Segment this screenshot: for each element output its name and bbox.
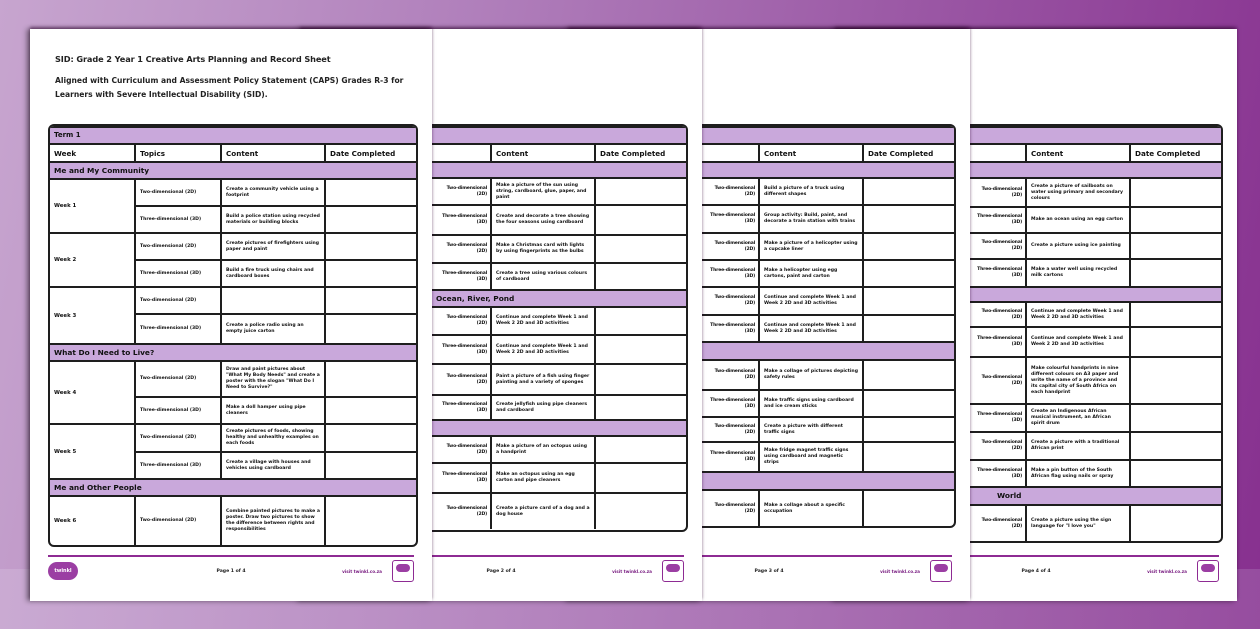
section-label: Me and Other People bbox=[50, 479, 416, 496]
content-cell: Make a helicopter using egg cartons, paint and carton bbox=[759, 260, 863, 287]
content-cell: Create a picture card of a dog and a dog house bbox=[491, 493, 595, 529]
page-number: Page 1 of 4 bbox=[216, 569, 246, 574]
content-cell: Create pictures of foods, showing healthy and unhealthy examples on each foods bbox=[221, 424, 325, 452]
column-header: Date Completed bbox=[863, 144, 954, 162]
date-completed-cell[interactable] bbox=[1130, 460, 1221, 487]
content-cell: Create a picture with a traditional African print bbox=[1026, 432, 1130, 460]
content-cell: Continue and complete Week 1 and Week 2 2D and 3D activities bbox=[1026, 327, 1130, 357]
content-cell: Make a collage of pictures depicting safety rules bbox=[759, 360, 863, 390]
topic-text: Three-dimensional (3D) bbox=[442, 214, 487, 225]
badge-logo-icon bbox=[396, 564, 410, 572]
topic-cell: Two-dimensional (2D) bbox=[135, 233, 221, 260]
section-row bbox=[50, 344, 416, 361]
content-cell: Continue and complete Week 1 and Week 2 2D and 3D activities bbox=[1026, 302, 1130, 327]
document-subtitle: Aligned with Curriculum and Assessment Policy Statement (CAPS) Grades R-3 for Learners with Severe Intellectual Disability (SID). bbox=[55, 76, 404, 99]
badge-logo-icon bbox=[934, 564, 948, 572]
topic-text: Two-dimensional (2D) bbox=[981, 374, 1022, 386]
content-cell: Make a pin button of the South African flag using nails or spray bbox=[1026, 460, 1130, 487]
week-label: Week 3 bbox=[50, 287, 135, 344]
date-completed-cell[interactable] bbox=[863, 205, 954, 233]
section-label: Me and My Community bbox=[50, 162, 416, 179]
week-label: Week 2 bbox=[50, 233, 135, 287]
table-row bbox=[50, 424, 416, 452]
content-cell: Make a picture of a helicopter using a cupcake liner bbox=[759, 233, 863, 260]
topic-text: Three-dimensional (3D) bbox=[710, 397, 755, 409]
topic-text: Two-dimensional (2D) bbox=[981, 186, 1022, 198]
badge-icon bbox=[1197, 560, 1219, 582]
content-cell: Create a picture with different traffic signs bbox=[759, 417, 863, 442]
content-cell: Paint a picture of a fish using finger painting and a variety of sponges bbox=[491, 364, 595, 395]
topic-cell: Two-dimensional (2D) bbox=[135, 424, 221, 452]
badge-icon bbox=[930, 560, 952, 582]
topic-text: Three-dimensional (3D) bbox=[442, 270, 487, 282]
badge-logo-icon bbox=[666, 564, 680, 572]
content-cell: Make colourful handprints in nine different colours on A3 paper and write the name of a province and its capital city of South Africa on each handprint bbox=[1026, 357, 1130, 404]
content-cell: Build a picture of a truck using different shapes bbox=[759, 178, 863, 205]
topic-text: Two-dimensional (2D) bbox=[446, 185, 487, 197]
date-completed-cell[interactable] bbox=[325, 361, 416, 397]
planning-table bbox=[48, 124, 418, 547]
topic-text: Two-dimensional (2D) bbox=[981, 517, 1022, 529]
content-cell: Create a community vehicle using a footprint bbox=[221, 179, 325, 206]
date-completed-cell[interactable] bbox=[1130, 404, 1221, 432]
topic-text: Two-dimensional (2D) bbox=[446, 443, 487, 455]
date-completed-cell[interactable] bbox=[325, 233, 416, 260]
column-header: Topics bbox=[135, 144, 221, 162]
content-cell: Create a picture using the sign language for "I love you" bbox=[1026, 505, 1130, 541]
visit-link[interactable]: visit twinkl.co.za bbox=[612, 569, 652, 574]
topic-text: Two-dimensional (2D) bbox=[714, 369, 755, 380]
content-cell: Create and decorate a tree showing the four seasons using cardboard bbox=[491, 205, 595, 235]
topic-text: Two-dimensional (2D) bbox=[981, 308, 1022, 320]
date-completed-cell[interactable] bbox=[325, 287, 416, 314]
column-header: Date Completed bbox=[325, 144, 416, 162]
date-completed-cell[interactable] bbox=[1130, 357, 1221, 404]
date-completed-cell[interactable] bbox=[863, 360, 954, 390]
header-row bbox=[50, 144, 416, 162]
date-completed-cell[interactable] bbox=[595, 263, 686, 290]
date-completed-cell[interactable] bbox=[863, 490, 954, 526]
topic-text: Three-dimensional (3D) bbox=[977, 214, 1022, 225]
date-completed-cell[interactable] bbox=[595, 335, 686, 364]
topic-text: Three-dimensional (3D) bbox=[977, 336, 1022, 347]
content-cell: Make traffic signs using cardboard and ice cream sticks bbox=[759, 390, 863, 417]
date-completed-cell[interactable] bbox=[1130, 302, 1221, 327]
content-cell: Combine painted pictures to make a poster. Draw two pictures to show the difference between rights and responsibilities bbox=[221, 496, 325, 545]
topic-text: Two-dimensional (2D) bbox=[446, 315, 487, 326]
topic-text: Two-dimensional (2D) bbox=[714, 240, 755, 252]
topic-text: Three-dimensional (3D) bbox=[977, 467, 1022, 479]
topic-text: Two-dimensional (2D) bbox=[446, 373, 487, 385]
table-row bbox=[50, 179, 416, 206]
content-cell: Make a doll hamper using pipe cleaners bbox=[221, 397, 325, 424]
topic-text: Three-dimensional (3D) bbox=[710, 451, 755, 462]
topic-cell: Two-dimensional (2D) bbox=[135, 361, 221, 397]
page-number: Page 3 of 4 bbox=[754, 569, 784, 574]
section-label: Ocean, River, Pond bbox=[320, 290, 686, 307]
twinkl-logo: twinkl bbox=[48, 562, 78, 580]
content-cell: Group activity: Build, paint, and decorate a train station with trains bbox=[759, 205, 863, 233]
content-cell: Continue and complete Week 1 and Week 2 2D and 3D activities bbox=[759, 287, 863, 315]
topic-cell: Three-dimensional (3D) bbox=[135, 397, 221, 424]
date-completed-cell[interactable] bbox=[325, 206, 416, 233]
date-completed-cell[interactable] bbox=[595, 436, 686, 463]
content-cell: Make an octopus using an egg carton and pipe cleaners bbox=[491, 463, 595, 493]
topic-cell: Three-dimensional (3D) bbox=[135, 260, 221, 287]
content-cell: Create a police radio using an empty juice carton bbox=[221, 314, 325, 344]
topic-text: Two-dimensional (2D) bbox=[981, 240, 1022, 251]
document-title: SID: Grade 2 Year 1 Creative Arts Planning and Record Sheet bbox=[55, 54, 331, 64]
date-completed-cell[interactable] bbox=[863, 315, 954, 342]
content-cell: Draw and paint pictures about "What My Body Needs" and create a poster with the slogan "What Do I Need to Survive?" bbox=[221, 361, 325, 397]
topic-text: Two-dimensional (2D) bbox=[714, 295, 755, 306]
section-label: What Do I Need to Live? bbox=[50, 344, 416, 361]
date-completed-cell[interactable] bbox=[1130, 505, 1221, 541]
topic-text: Three-dimensional (3D) bbox=[710, 322, 755, 334]
date-completed-cell[interactable] bbox=[1130, 327, 1221, 357]
date-completed-cell[interactable] bbox=[863, 417, 954, 442]
date-completed-cell[interactable] bbox=[863, 233, 954, 260]
table-row bbox=[50, 233, 416, 260]
column-header: Content bbox=[491, 144, 595, 162]
column-header: Date Completed bbox=[595, 144, 686, 162]
badge-icon bbox=[392, 560, 414, 582]
content-cell: Continue and complete Week 1 and Week 2 2D and 3D activities bbox=[759, 315, 863, 342]
badge-icon bbox=[662, 560, 684, 582]
column-header: Week bbox=[50, 144, 135, 162]
topic-text: Two-dimensional (2D) bbox=[981, 440, 1022, 451]
planning-table-grid bbox=[50, 126, 416, 545]
content-cell: Make a water well using recycled milk cartons bbox=[1026, 259, 1130, 287]
footer-divider bbox=[48, 555, 414, 557]
content-cell: Make a picture of an octopus using a handprint bbox=[491, 436, 595, 463]
topic-text: Three-dimensional (3D) bbox=[442, 401, 487, 413]
date-completed-cell[interactable] bbox=[325, 397, 416, 424]
content-cell: Build a police station using recycled materials or building blocks bbox=[221, 206, 325, 233]
date-completed-cell[interactable] bbox=[1130, 233, 1221, 259]
column-header: Content bbox=[221, 144, 325, 162]
topic-text: Two-dimensional (2D) bbox=[714, 185, 755, 197]
visit-link[interactable]: visit twinkl.co.za bbox=[880, 569, 920, 574]
content-cell: Create pictures of firefighters using paper and paint bbox=[221, 233, 325, 260]
term-row bbox=[50, 127, 416, 144]
date-completed-cell[interactable] bbox=[325, 452, 416, 479]
table-row bbox=[50, 496, 416, 545]
content-cell: Create an Indigenous African musical instrument, an African spirit drum bbox=[1026, 404, 1130, 432]
content-cell bbox=[221, 287, 325, 314]
topic-text: Three-dimensional (3D) bbox=[977, 267, 1022, 278]
topic-text: Two-dimensional (2D) bbox=[446, 505, 487, 517]
content-cell: Create jellyfish using pipe cleaners and cardboard bbox=[491, 395, 595, 420]
topic-cell: Three-dimensional (3D) bbox=[135, 206, 221, 233]
week-label: Week 6 bbox=[50, 496, 135, 545]
date-completed-cell[interactable] bbox=[863, 178, 954, 205]
date-completed-cell[interactable] bbox=[863, 442, 954, 472]
week-label: Week 1 bbox=[50, 179, 135, 233]
topic-text: Three-dimensional (3D) bbox=[710, 267, 755, 279]
week-label: Week 5 bbox=[50, 424, 135, 479]
date-completed-cell[interactable] bbox=[595, 178, 686, 205]
topic-text: Three-dimensional (3D) bbox=[442, 472, 487, 483]
topic-cell: Two-dimensional (2D) bbox=[135, 496, 221, 545]
column-header: Date Completed bbox=[1130, 144, 1221, 162]
topic-text: Two-dimensional (2D) bbox=[714, 502, 755, 514]
date-completed-cell[interactable] bbox=[595, 307, 686, 335]
page-number: Page 2 of 4 bbox=[486, 569, 516, 574]
column-header: Content bbox=[1026, 144, 1130, 162]
content-cell: Continue and complete Week 1 and Week 2 2D and 3D activities bbox=[491, 335, 595, 364]
week-label: Week 4 bbox=[50, 361, 135, 424]
content-cell: Make a collage about a specific occupation bbox=[759, 490, 863, 526]
table-row bbox=[50, 287, 416, 314]
visit-link[interactable]: visit twinkl.co.za bbox=[1147, 569, 1187, 574]
topic-cell: Two-dimensional (2D) bbox=[135, 179, 221, 206]
document-page bbox=[30, 29, 432, 601]
date-completed-cell[interactable] bbox=[1130, 432, 1221, 460]
date-completed-cell[interactable] bbox=[595, 235, 686, 263]
content-cell: Create a picture of sailboats on water using primary and secondary colours bbox=[1026, 178, 1130, 207]
topic-cell: Two-dimensional (2D) bbox=[135, 287, 221, 314]
date-completed-cell[interactable] bbox=[595, 493, 686, 529]
content-cell: Build a fire truck using chairs and cardboard boxes bbox=[221, 260, 325, 287]
date-completed-cell[interactable] bbox=[595, 463, 686, 493]
content-cell: Create a picture using ice painting bbox=[1026, 233, 1130, 259]
date-completed-cell[interactable] bbox=[325, 496, 416, 545]
topic-text: Two-dimensional (2D) bbox=[446, 243, 487, 254]
date-completed-cell[interactable] bbox=[325, 260, 416, 287]
date-completed-cell[interactable] bbox=[1130, 178, 1221, 207]
content-cell: Make a Christmas card with lights by using fingerprints as the bulbs bbox=[491, 235, 595, 263]
content-cell: Make a picture of the sun using string, cardboard, glue, paper, and paint bbox=[491, 178, 595, 205]
content-cell: Create a village with houses and vehicles using cardboard bbox=[221, 452, 325, 479]
topic-text: Three-dimensional (3D) bbox=[977, 412, 1022, 423]
page-number: Page 4 of 4 bbox=[1021, 569, 1051, 574]
date-completed-cell[interactable] bbox=[595, 395, 686, 420]
content-cell: Continue and complete Week 1 and Week 2 2D and 3D activities bbox=[491, 307, 595, 335]
section-label: World bbox=[855, 487, 1221, 505]
date-completed-cell[interactable] bbox=[863, 287, 954, 315]
date-completed-cell[interactable] bbox=[1130, 207, 1221, 233]
date-completed-cell[interactable] bbox=[595, 205, 686, 235]
date-completed-cell[interactable] bbox=[863, 260, 954, 287]
date-completed-cell[interactable] bbox=[595, 364, 686, 395]
date-completed-cell[interactable] bbox=[1130, 259, 1221, 287]
column-header: Content bbox=[759, 144, 863, 162]
date-completed-cell[interactable] bbox=[863, 390, 954, 417]
topic-cell: Three-dimensional (3D) bbox=[135, 452, 221, 479]
badge-logo-icon bbox=[1201, 564, 1215, 572]
topic-text: Three-dimensional (3D) bbox=[442, 343, 487, 355]
topic-text: Three-dimensional (3D) bbox=[710, 213, 755, 224]
content-cell: Make an ocean using an egg carton bbox=[1026, 207, 1130, 233]
section-row bbox=[50, 479, 416, 496]
topic-text: Two-dimensional (2D) bbox=[714, 423, 755, 435]
table-row bbox=[50, 361, 416, 397]
topic-cell: Three-dimensional (3D) bbox=[135, 314, 221, 344]
date-completed-cell[interactable] bbox=[325, 424, 416, 452]
date-completed-cell[interactable] bbox=[325, 179, 416, 206]
content-cell: Create a tree using various colours of cardboard bbox=[491, 263, 595, 290]
date-completed-cell[interactable] bbox=[325, 314, 416, 344]
section-row bbox=[50, 162, 416, 179]
content-cell: Make fridge magnet traffic signs using cardboard and magnetic strips bbox=[759, 442, 863, 472]
term-label: Term 1 bbox=[50, 127, 416, 144]
visit-link[interactable]: visit twinkl.co.za bbox=[342, 569, 382, 574]
